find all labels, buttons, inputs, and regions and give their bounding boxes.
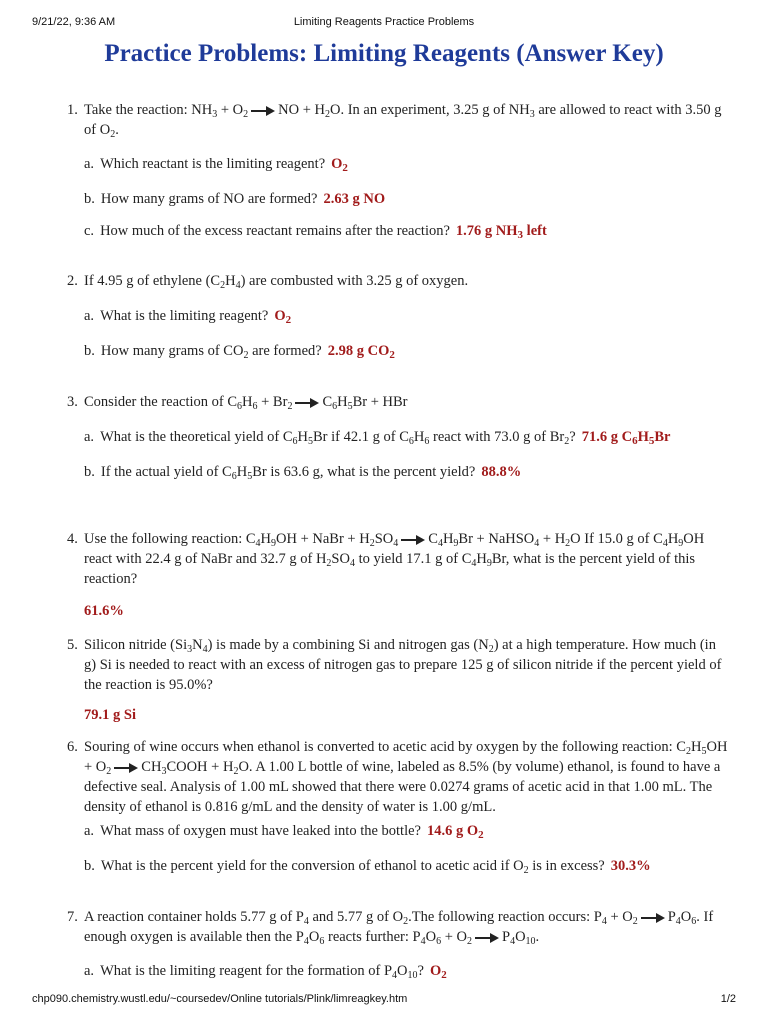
reaction-arrow-icon — [251, 106, 275, 116]
answer: 30.3% — [610, 858, 651, 874]
question-text: How much of the excess reactant remains after the reaction? — [100, 223, 450, 239]
question-text: What is the theoretical yield of $C_6H_5Br$ if 42.1 g of $C_6H_6$ react with 73.0 g of $Br_2$? — [100, 429, 576, 447]
problem-1c: c. How much of the excess reactant remains after the reaction? 1.76 g $NH_3$ left — [84, 223, 547, 241]
answer: 14.6 g $O_2$ — [427, 823, 484, 841]
answer: $O_2$ — [429, 963, 447, 981]
answer: $O_2$ — [274, 308, 292, 326]
answer: 2.98 g $CO_2$ — [327, 343, 395, 361]
problem-number: 3. — [67, 394, 78, 410]
problem-2a: a. What is the limiting reagent? $O_2$ — [84, 308, 292, 326]
problem-number: 2. — [67, 273, 78, 289]
problem-6b: b. What is the percent yield for the conversion of ethanol to acetic acid if $O_2$ is in excess? 30.3% — [84, 858, 651, 876]
reaction-arrow-icon — [295, 398, 319, 408]
reaction-arrow-icon — [475, 933, 499, 943]
question-text: If the actual yield of $C_6H_5Br$ is 63.6 g, what is the percent yield? — [100, 464, 476, 482]
problem-7a: a. What is the limiting reagent for the formation of $P_4O_{10}$? $O_2$ — [84, 963, 447, 981]
print-doc-title: Limiting Reagents Practice Problems — [293, 16, 475, 28]
print-url: chp090.chemistry.wustl.edu/~coursedev/Online tutorials/Plink/limreagkey.htm — [32, 993, 408, 1005]
question-text: How many grams of $CO_2$ are formed? — [100, 343, 322, 361]
print-header — [32, 16, 736, 32]
problem-text: Silicon nitride $(Si_3N_4)$ is made by a combining Si and nitrogen gas $(N_2)$ at a high temperature. How much (in g) Si is needed to react with an excess of nitrogen gas to prepare 125 g of silicon nitride if the percent yield of the reaction is 95.0%? — [84, 637, 722, 693]
reaction-arrow-icon — [641, 913, 665, 923]
problem-number: 5. — [67, 637, 78, 653]
problem-text: Consider the reaction of $C_6H_6 + Br_2$ $C_6H_5Br$ + HBr — [84, 394, 408, 412]
problem-text: Take the reaction: $NH_3 + O_2$ NO + $H_2O$. In an experiment, 3.25 g of $NH_3$ are allowed to react with 3.50 g of $O_2$. — [84, 102, 722, 140]
question-text: What is the limiting reagent? — [100, 308, 269, 324]
problem-5-answer: 79.1 g Si — [84, 707, 136, 723]
answer: $O_2$ — [331, 156, 348, 174]
problem-number: 4. — [67, 531, 78, 547]
problem-number: 1. — [67, 102, 78, 118]
question-text: What mass of oxygen must have leaked into the bottle? — [100, 823, 421, 839]
problem-text: Souring of wine occurs when ethanol is converted to acetic acid by oxygen by the following reaction: $C_2H_5OH + O_2$ $CH_3COOH + H_2O$. A 1.00 L bottle of wine, labeled as 8.5% (by volume) ethanol, is found to have a defective seal. Analysis of 1.00 mL showed that there were 0.0274 grams of acetic acid in that 1.00 mL. The density of ethanol is 0.816 g/mL and the density of water is 1.00 g/mL. — [84, 739, 728, 815]
problem-3a: a. What is the theoretical yield of $C_6H_5Br$ if 42.1 g of $C_6H_6$ react with 73.0 g of $Br_2$? 71.6 g $C_6H_5Br$ — [84, 429, 671, 447]
problem-1b: b. How many grams of NO are formed? 2.63 g NO — [84, 191, 386, 207]
answer: 1.76 g $NH_3$ left — [455, 223, 547, 241]
print-page-number: 1/2 — [720, 993, 736, 1005]
answer: 71.6 g $C_6H_5Br$ — [581, 429, 671, 447]
problem-6a: a. What mass of oxygen must have leaked into the bottle? 14.6 g $O_2$ — [84, 823, 484, 841]
problem-text: If 4.95 g of ethylene $(C_2H_4)$ are combusted with 3.25 g of oxygen. — [84, 273, 469, 291]
question-text: Which reactant is the limiting reagent? — [100, 156, 326, 172]
question-text: How many grams of NO are formed? — [100, 191, 318, 207]
reaction-arrow-icon — [401, 535, 425, 545]
problem-2b: b. How many grams of $CO_2$ are formed? 2.98 g $CO_2$ — [84, 343, 395, 361]
problem-text: Use the following reaction: $C_4H_9OH$ + NaBr + $H_2SO_4$ $C_4H_9Br$ + NaHSO$_4$ + $H_2O$ If 15.0 g of $C_4H_9OH$ react with 22.4 g of NaBr and 32.7 g of $H_2SO_4$ to yield 17.1 g of $C_4H_9Br$, what is the percent yield of this reaction? — [84, 531, 705, 587]
problem-3b: b. If the actual yield of $C_6H_5Br$ is 63.6 g, what is the percent yield? 88.8% — [84, 464, 522, 482]
problem-number: 6. — [67, 739, 78, 755]
problem-text: A reaction container holds 5.77 g of $P_4$ and 5.77 g of $O_2.The$ following reaction occurs: $P_4 + O_2$ $P_4O_6$. If enough oxygen is available then the $P_4O_6$ reacts further: $P_4O_6 + O_2$ $P_4O_{10}$. — [84, 909, 714, 947]
answer: 2.63 g NO — [323, 191, 386, 207]
problem-1a: a. Which reactant is the limiting reagent? $O_2$ — [84, 156, 348, 174]
problem-number: 7. — [67, 909, 78, 925]
question-text: What is the percent yield for the conversion of ethanol to acetic acid if $O_2$ is in excess? — [100, 858, 605, 876]
page-title: Practice Problems: Limiting Reagents (Answer Key) — [104, 40, 664, 67]
answer: 88.8% — [481, 464, 522, 480]
question-text: What is the limiting reagent for the formation of $P_4O_{10}$? — [100, 963, 424, 981]
print-footer — [32, 993, 736, 1009]
reaction-arrow-icon — [114, 763, 138, 773]
print-datetime: 9/21/22, 9:36 AM — [32, 16, 116, 28]
problem-4-answer: 61.6% — [84, 603, 124, 619]
